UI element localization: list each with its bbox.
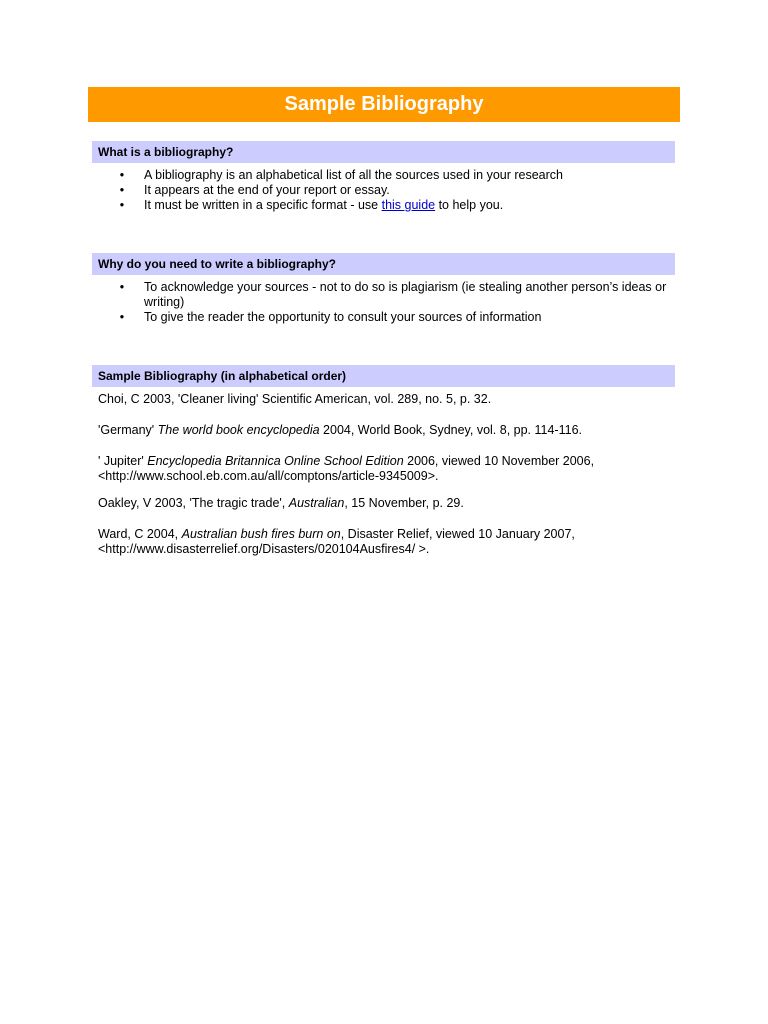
bibliography-entry <box>98 496 658 511</box>
entry-text: 'Germany' <box>98 423 158 437</box>
section-header-sample-bibliography: Sample Bibliography (in alphabetical order) <box>92 365 675 387</box>
bibliography-entry <box>98 423 658 438</box>
list-item-text: To give the reader the opportunity to consult your sources of information <box>144 310 542 324</box>
list-item <box>117 183 677 198</box>
bullet-icon: • <box>119 198 125 212</box>
entry-title-italic: Australian bush fires burn on <box>181 527 341 541</box>
title-bar <box>88 87 680 122</box>
entry-title-italic: Australian <box>288 496 345 510</box>
entry-text: , Disaster Relief, viewed 10 January 2007, <http://www.disasterrelief.org/Disasters/020104Ausfires4/ >. <box>98 527 575 556</box>
bullet-icon: • <box>119 310 125 324</box>
entry-title-italic: The world book encyclopedia <box>157 423 320 437</box>
bullet-icon: • <box>119 183 125 197</box>
list-item <box>117 280 677 310</box>
this-guide-link[interactable]: this guide <box>381 198 436 212</box>
list-item <box>117 198 677 213</box>
section-header-why: Why do you need to write a bibliography? <box>92 253 675 275</box>
bibliography-entry <box>98 392 658 407</box>
entry-text: Choi, C 2003, 'Cleaner living' Scientific American, vol. 289, no. 5, p. 32. <box>98 392 492 406</box>
what-is-bullet-list <box>117 168 677 213</box>
list-item <box>117 310 677 325</box>
bullet-icon: • <box>119 280 125 294</box>
entry-text: Oakley, V 2003, 'The tragic trade', <box>98 496 289 510</box>
section-header-what-is: What is a bibliography? <box>92 141 675 163</box>
list-item-text: A bibliography is an alphabetical list of all the sources used in your research <box>144 168 563 182</box>
list-item-text: It must be written in a specific format - use <box>144 198 382 212</box>
entry-text: 2004, World Book, Sydney, vol. 8, pp. 114-116. <box>319 423 582 437</box>
entry-text: 2006, viewed 10 November 2006, <http://www.school.eb.com.au/all/comptons/article-9345009>. <box>98 454 595 483</box>
page-title: Sample Bibliography <box>284 93 484 115</box>
list-item-text: To acknowledge your sources - not to do so is plagiarism (ie stealing another person’s ideas or writing) <box>144 280 667 309</box>
entry-text: ' Jupiter' <box>98 454 148 468</box>
entry-text: , 15 November, p. 29. <box>344 496 464 510</box>
list-item-text: It appears at the end of your report or essay. <box>144 183 390 197</box>
list-item <box>117 168 677 183</box>
bullet-icon: • <box>119 168 125 182</box>
bibliography-entry <box>98 454 658 484</box>
bibliography-entry <box>98 527 658 557</box>
entry-text: Ward, C 2004, <box>98 527 182 541</box>
entry-title-italic: Encyclopedia Britannica Online School Edition <box>147 454 404 468</box>
list-item-text-suffix: to help you. <box>435 198 504 212</box>
why-bullet-list <box>117 280 677 325</box>
